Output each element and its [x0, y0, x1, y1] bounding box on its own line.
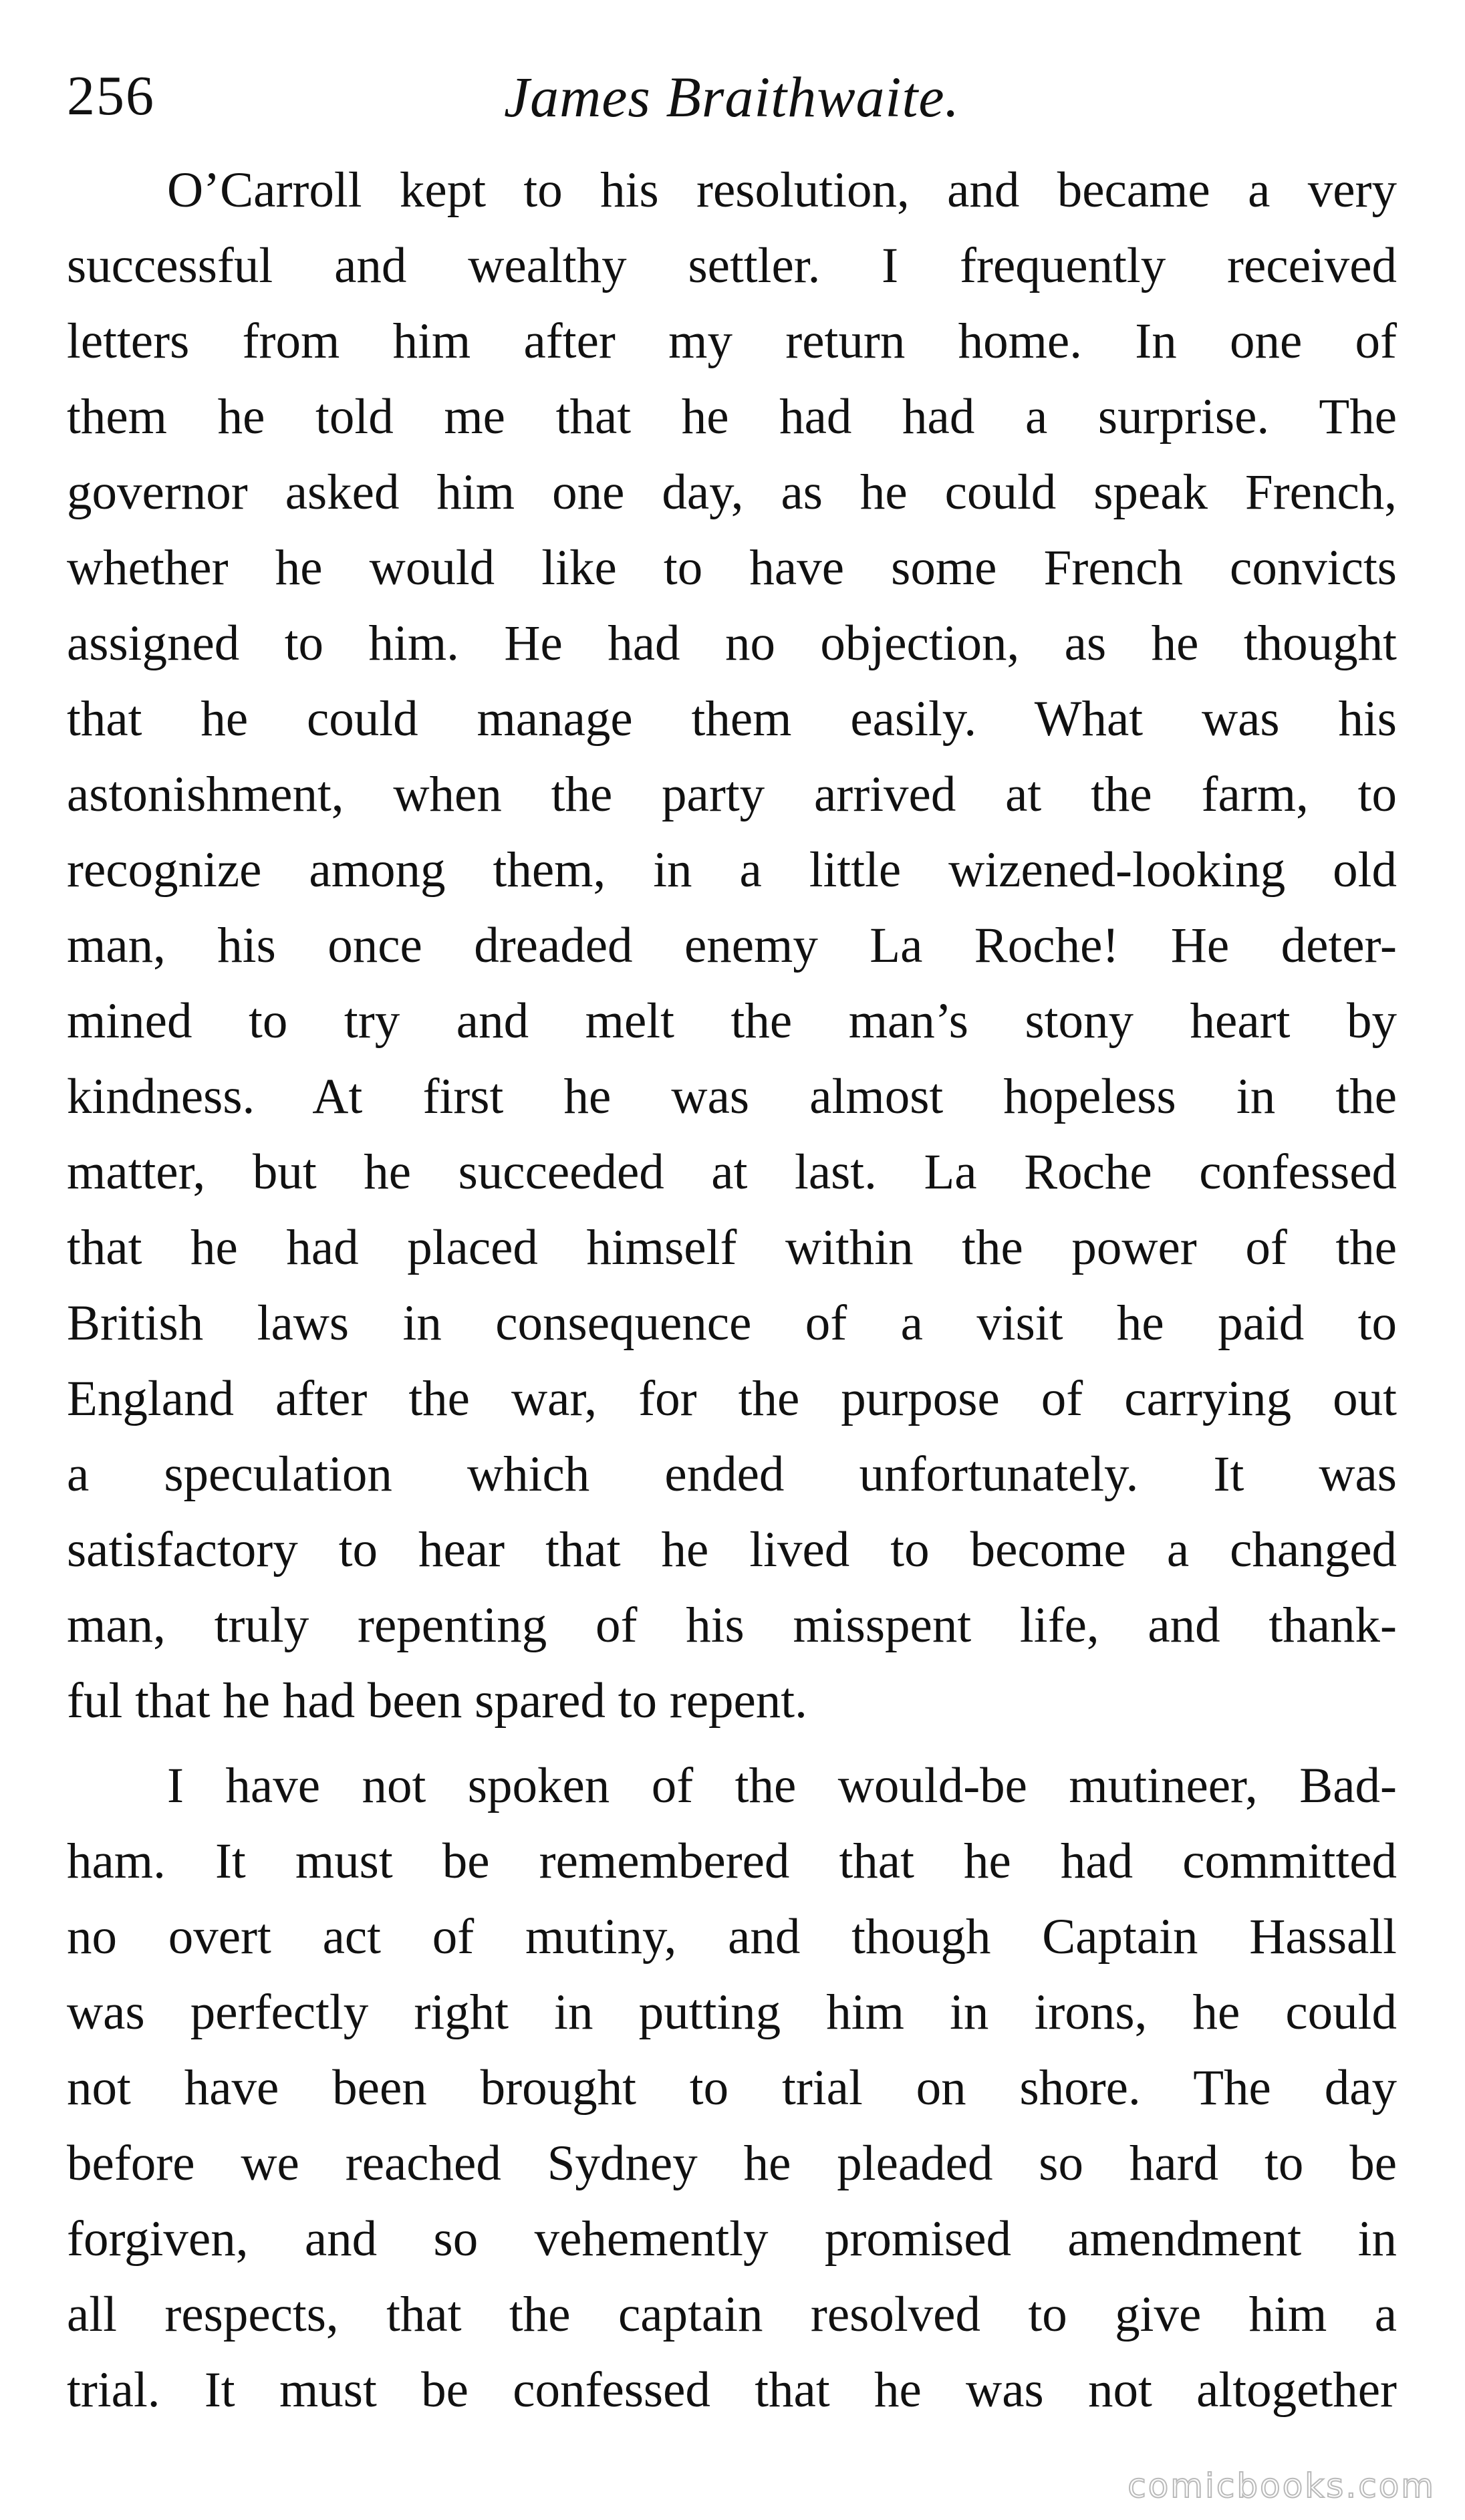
text-line: successful and wealthy settler. I frequently received	[67, 238, 1397, 293]
text-line: matter, but he succeeded at last. La Roche confessed	[67, 1144, 1397, 1200]
text-line: ful that he had been spared to repent.	[67, 1673, 807, 1729]
text-line: assigned to him. He had no objection, as he thought	[67, 616, 1397, 671]
text-line: that he could manage them easily. What was his	[67, 691, 1397, 747]
text-line: kindness. At first he was almost hopeless in the	[67, 1069, 1397, 1124]
text-line: all respects, that the captain resolved to give him a	[67, 2287, 1397, 2342]
text-line: was perfectly right in putting him in irons, he could	[67, 1985, 1397, 2040]
text-line: letters from him after my return home. In one of	[67, 313, 1397, 369]
text-line: man, his once dreaded enemy La Roche! He deter-	[67, 918, 1397, 973]
text-line: whether he would like to have some French convicts	[67, 540, 1397, 596]
paragraph-1	[67, 152, 1397, 1739]
text-line: recognize among them, in a little wizened-looking old	[67, 842, 1397, 898]
text-line: England after the war, for the purpose of carrying out	[67, 1371, 1397, 1426]
body-text	[67, 152, 1397, 2428]
text-line: before we reached Sydney he pleaded so hard to be	[67, 2136, 1397, 2191]
text-line: that he had placed himself within the power of the	[67, 1220, 1397, 1275]
paragraph-2	[67, 1748, 1397, 2428]
text-line: astonishment, when the party arrived at the farm, to	[67, 767, 1397, 822]
running-title: James Braithwaite.	[503, 65, 960, 129]
text-line: them he told me that he had had a surprise. The	[67, 389, 1397, 445]
running-head	[67, 40, 1397, 140]
text-line: British laws in consequence of a visit he paid to	[67, 1295, 1397, 1351]
text-line: I have not spoken of the would-be mutineer, Bad-	[167, 1758, 1397, 1813]
text-line: mined to try and melt the man’s stony heart by	[67, 993, 1397, 1049]
text-line: ham. It must be remembered that he had committed	[67, 1834, 1397, 1889]
text-line: no overt act of mutiny, and though Captain Hassall	[67, 1909, 1397, 1965]
text-line: not have been brought to trial on shore. The day	[67, 2060, 1397, 2116]
watermark: comicbooks.com	[1127, 2467, 1436, 2505]
text-line: trial. It must be confessed that he was not altogether	[67, 2362, 1397, 2418]
page-number: 256	[67, 65, 155, 127]
text-line: a speculation which ended unfortunately. It was	[67, 1446, 1397, 1502]
text-line: forgiven, and so vehemently promised amendment in	[67, 2211, 1397, 2267]
text-line: governor asked him one day, as he could speak French,	[67, 465, 1397, 520]
text-line: man, truly repenting of his misspent life, and thank-	[67, 1598, 1397, 1653]
text-line: satisfactory to hear that he lived to become a changed	[67, 1522, 1397, 1578]
book-page	[67, 40, 1397, 2460]
text-line: O’Carroll kept to his resolution, and became a very	[167, 162, 1397, 218]
